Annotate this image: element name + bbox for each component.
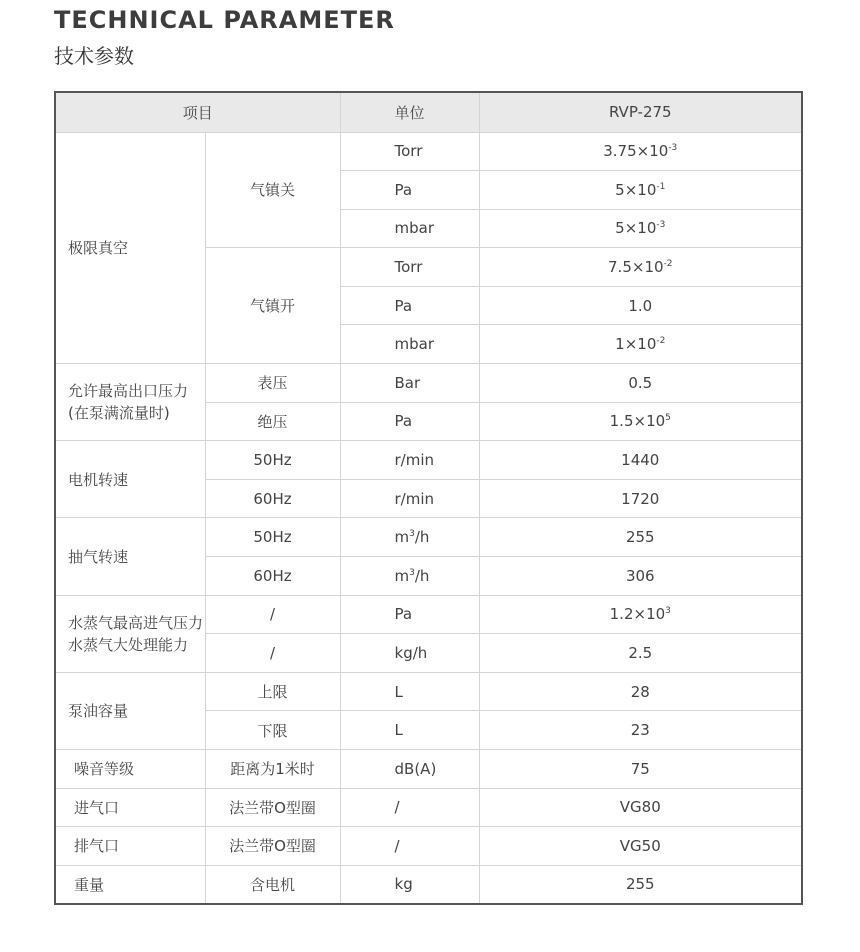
row-sublabel: 50Hz: [205, 441, 340, 480]
row-sublabel: 下限: [205, 711, 340, 750]
header-item: 项目: [55, 92, 340, 132]
row-sublabel: 气镇开: [205, 248, 340, 364]
value-cell: $1.2\times 10^3$: [479, 595, 802, 634]
unit-cell: mbar: [340, 325, 479, 364]
row-label: 重量: [55, 865, 205, 904]
row-sublabel: 距离为1米时: [205, 750, 340, 789]
value-cell: 306: [479, 557, 802, 596]
unit-cell: kg/h: [340, 634, 479, 673]
row-label: 进气口: [55, 788, 205, 827]
unit-cell: r/min: [340, 479, 479, 518]
unit-cell: Pa: [340, 402, 479, 441]
page-title-cn: 技术参数: [54, 44, 134, 68]
table-header-row: [55, 92, 802, 132]
value-cell: $3.75\times 10^{-3}$: [479, 132, 802, 171]
unit-cell: mbar: [340, 209, 479, 248]
value-cell: 75: [479, 750, 802, 789]
unit-cell: kg: [340, 865, 479, 904]
table-row: [55, 750, 802, 789]
row-sublabel: 气镇关: [205, 132, 340, 248]
value-cell: VG50: [479, 827, 802, 866]
row-label: 极限真空: [55, 132, 205, 364]
row-sublabel: 法兰带O型圈: [205, 788, 340, 827]
value-cell: 23: [479, 711, 802, 750]
table-row: [55, 364, 802, 403]
unit-cell: L: [340, 672, 479, 711]
table-row: [55, 441, 802, 480]
row-sublabel: 绝压: [205, 402, 340, 441]
row-sublabel: 表压: [205, 364, 340, 403]
value-cell: 1720: [479, 479, 802, 518]
unit-cell: Torr: [340, 248, 479, 287]
value-cell: VG80: [479, 788, 802, 827]
row-sublabel: 50Hz: [205, 518, 340, 557]
page-title-en: TECHNICAL PARAMETER: [54, 6, 395, 34]
row-sublabel: 60Hz: [205, 557, 340, 596]
value-cell: 255: [479, 518, 802, 557]
row-label: 泵油容量: [55, 672, 205, 749]
row-sublabel: 60Hz: [205, 479, 340, 518]
value-cell: 1440: [479, 441, 802, 480]
spec-table: [54, 91, 803, 905]
value-cell: $1.5\times 10^5$: [479, 402, 802, 441]
unit-cell: /: [340, 827, 479, 866]
unit-cell: L: [340, 711, 479, 750]
row-label: 噪音等级: [55, 750, 205, 789]
value-cell: 0.5: [479, 364, 802, 403]
value-cell: $5\times 10^{-1}$: [479, 171, 802, 210]
value-cell: 255: [479, 865, 802, 904]
unit-cell: $m^3/h$: [340, 518, 479, 557]
unit-cell: /: [340, 788, 479, 827]
row-label: 电机转速: [55, 441, 205, 518]
unit-cell: dB(A): [340, 750, 479, 789]
unit-cell: Bar: [340, 364, 479, 403]
unit-cell: Pa: [340, 171, 479, 210]
table-row: [55, 672, 802, 711]
row-label: 抽气转速: [55, 518, 205, 595]
value-cell: $7.5\times 10^{-2}$: [479, 248, 802, 287]
value-cell: $5\times 10^{-3}$: [479, 209, 802, 248]
value-cell: 28: [479, 672, 802, 711]
row-sublabel: 含电机: [205, 865, 340, 904]
value-cell: 2.5: [479, 634, 802, 673]
unit-cell: Pa: [340, 286, 479, 325]
row-sublabel: 法兰带O型圈: [205, 827, 340, 866]
table-row: [55, 132, 802, 171]
table-row: [55, 788, 802, 827]
table-row: [55, 827, 802, 866]
header-model: RVP-275: [479, 92, 802, 132]
table-row: [55, 518, 802, 557]
row-label: 允许最高出口压力 (在泵满流量时): [55, 364, 205, 441]
row-label: 排气口: [55, 827, 205, 866]
table-row: [55, 595, 802, 634]
table-row: [55, 865, 802, 904]
row-sublabel: /: [205, 595, 340, 634]
unit-cell: r/min: [340, 441, 479, 480]
row-label: 水蒸气最高进气压力 水蒸气大处理能力: [55, 595, 205, 672]
row-sublabel: /: [205, 634, 340, 673]
unit-cell: Torr: [340, 132, 479, 171]
value-cell: $1\times 10^{-2}$: [479, 325, 802, 364]
unit-cell: $m^3/h$: [340, 557, 479, 596]
header-unit: 单位: [340, 92, 479, 132]
unit-cell: Pa: [340, 595, 479, 634]
value-cell: 1.0: [479, 286, 802, 325]
row-sublabel: 上限: [205, 672, 340, 711]
